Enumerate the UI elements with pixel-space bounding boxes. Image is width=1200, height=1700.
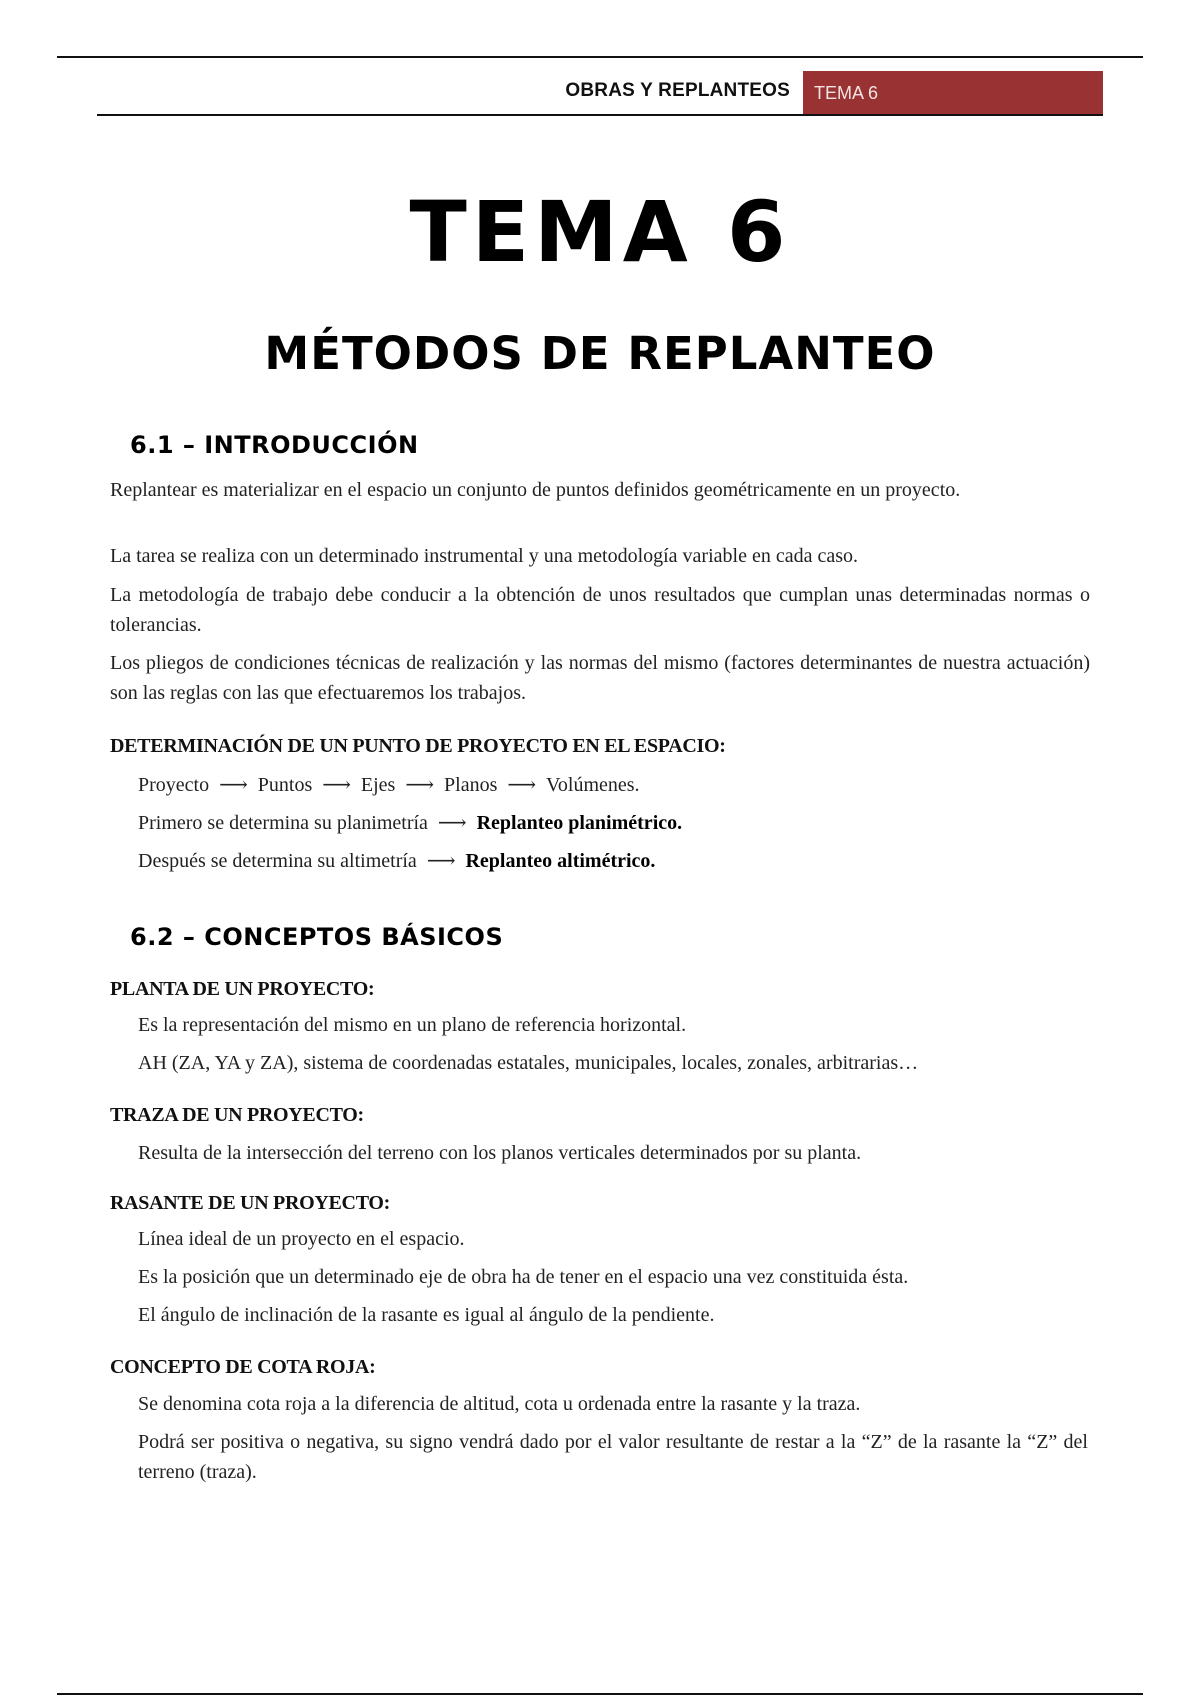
arrow-icon: ⟶ [322, 774, 351, 796]
arrow-icon: ⟶ [405, 774, 435, 796]
subheading-rasante: RASANTE DE UN PROYECTO: [110, 1192, 390, 1214]
header-rule [97, 114, 1103, 116]
arrow-icon: ⟶ [437, 812, 467, 834]
paragraph: Replantear es materializar en el espacio un conjunto de puntos definidos geométricamente en un proyecto. [110, 479, 961, 501]
top-rule [57, 56, 1143, 58]
planta-line: AH (ZA, YA y ZA), sistema de coordenadas estatales, municipales, locales, zonales, arbitrarias… [138, 1052, 919, 1074]
project-chain [138, 770, 1088, 800]
arrow-icon: ⟶ [426, 850, 456, 872]
altimetry-line [138, 846, 1088, 876]
rasante-line: Es la posición que un determinado eje de obra ha de tener en el espacio una vez constituida ésta. [138, 1266, 909, 1288]
planimetry-text: Primero se determina su planimetría [138, 812, 428, 834]
chain-item: Proyecto [138, 774, 210, 796]
cota-line: Se denomina cota roja a la diferencia de altitud, cota u ordenada entre la rasante y la traza. [138, 1393, 861, 1415]
altimetry-text: Después se determina su altimetría [138, 850, 417, 872]
planimetry-result: Replanteo planimétrico. [476, 812, 683, 834]
subheading-traza: TRAZA DE UN PROYECTO: [110, 1104, 364, 1126]
paragraph: Los pliegos de condiciones técnicas de realización y las normas del mismo (factores determinantes de nuestra actuación) son las reglas con las que efectuaremos los trabajos. [110, 652, 1090, 704]
paragraph: La metodología de trabajo debe conducir a la obtención de unos resultados que cumplan unas determinadas normas o tolerancias. [110, 584, 1090, 636]
planimetry-line [138, 808, 1088, 838]
chain-item: Volúmenes. [546, 774, 640, 796]
subheading-cota-roja: CONCEPTO DE COTA ROJA: [110, 1356, 376, 1378]
cota-line: Podrá ser positiva o negativa, su signo vendrá dado por el valor resultante de restar a la “Z” de la rasante la “Z” del terreno (traza). [138, 1431, 1088, 1483]
altimetry-result: Replanteo altimétrico. [465, 850, 656, 872]
rasante-line: Línea ideal de un proyecto en el espacio. [138, 1228, 465, 1250]
document-subtitle: MÉTODOS DE REPLANTEO [264, 327, 936, 380]
arrow-icon: ⟶ [219, 774, 248, 796]
bottom-rule [57, 1693, 1143, 1695]
traza-line: Resulta de la intersección del terreno con los planos verticales determinados por su planta. [138, 1142, 862, 1164]
planta-line: Es la representación del mismo en un plano de referencia horizontal. [138, 1014, 687, 1036]
arrow-icon: ⟶ [507, 774, 537, 796]
section-heading-introduccion: 6.1 – INTRODUCCIÓN [130, 431, 419, 459]
rasante-line: El ángulo de inclinación de la rasante es igual al ángulo de la pendiente. [138, 1304, 715, 1326]
subheading-determinacion: DETERMINACIÓN DE UN PUNTO DE PROYECTO EN EL ESPACIO: [110, 735, 726, 757]
chain-item: Planos [444, 774, 498, 796]
chain-item: Puntos [257, 774, 313, 796]
chain-item: Ejes [360, 774, 396, 796]
paragraph: La tarea se realiza con un determinado instrumental y una metodología variable en cada caso. [110, 545, 859, 567]
subheading-planta: PLANTA DE UN PROYECTO: [110, 978, 375, 1000]
section-heading-conceptos: 6.2 – CONCEPTOS BÁSICOS [130, 923, 504, 951]
document-title: TEMA 6 [409, 183, 791, 281]
header-badge: TEMA 6 [803, 71, 1103, 116]
header-title: OBRAS Y REPLANTEOS [565, 80, 790, 101]
